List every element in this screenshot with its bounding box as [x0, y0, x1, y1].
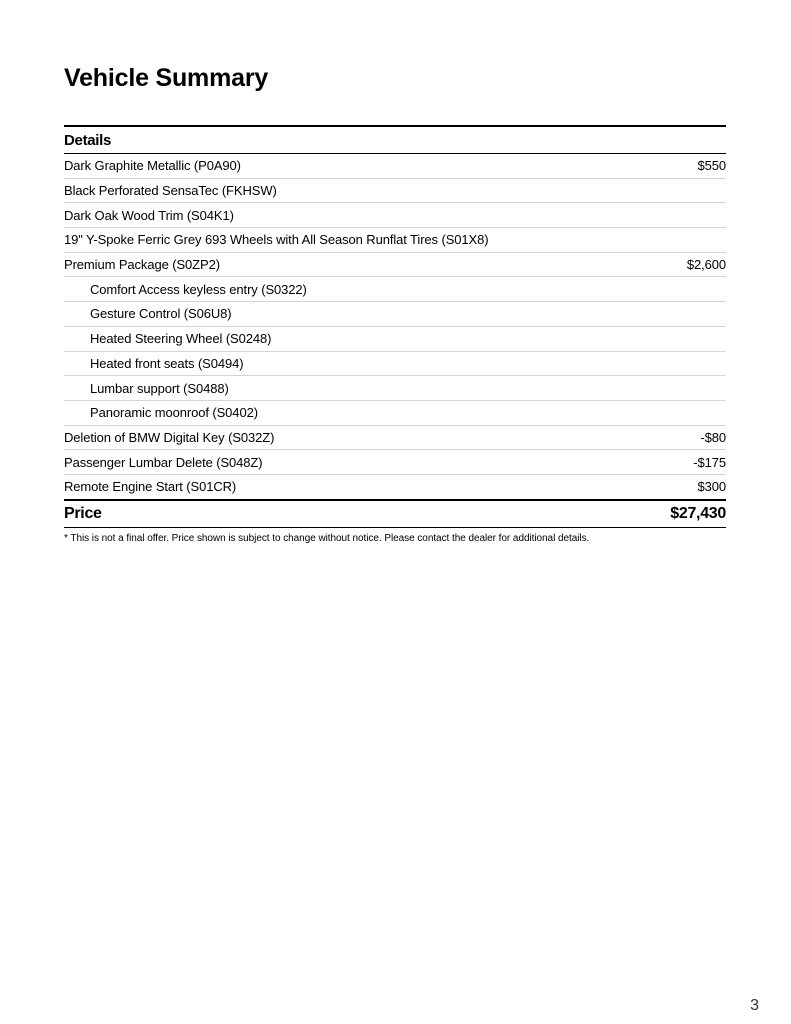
- option-price: -$80: [700, 429, 726, 445]
- detail-row: [64, 327, 726, 352]
- package-item-label: Lumbar support (S0488): [90, 380, 229, 396]
- details-list: [64, 154, 726, 499]
- package-item-label: Heated Steering Wheel (S0248): [90, 331, 272, 347]
- option-price: -$175: [693, 454, 726, 470]
- option-price: $300: [697, 479, 726, 495]
- detail-row: [64, 277, 726, 302]
- option-label: Passenger Lumbar Delete (S048Z): [64, 454, 263, 470]
- option-label: Premium Package (S0ZP2): [64, 257, 220, 273]
- package-item-label: Comfort Access keyless entry (S0322): [90, 281, 307, 297]
- details-header: Details: [64, 125, 726, 154]
- option-label: Deletion of BMW Digital Key (S032Z): [64, 429, 275, 445]
- option-price: $550: [697, 158, 726, 174]
- disclaimer-note: * This is not a final offer. Price shown is subject to change without notice. Please contact the dealer for additional details.: [64, 532, 590, 544]
- option-label: Dark Oak Wood Trim (S04K1): [64, 207, 234, 223]
- package-item-label: Panoramic moonroof (S0402): [90, 405, 258, 421]
- detail-row: [64, 253, 726, 278]
- page-title: Vehicle Summary: [64, 64, 269, 92]
- detail-row: [64, 203, 726, 228]
- detail-row: [64, 376, 726, 401]
- detail-row: [64, 228, 726, 253]
- vehicle-summary-table: [64, 125, 726, 544]
- option-label: Remote Engine Start (S01CR): [64, 479, 237, 495]
- price-total-row: [64, 499, 726, 528]
- package-item-label: Gesture Control (S06U8): [90, 306, 232, 322]
- detail-row: [64, 154, 726, 179]
- detail-row: [64, 475, 726, 499]
- detail-row: [64, 302, 726, 327]
- detail-row: [64, 179, 726, 204]
- price-total-label: Price: [64, 504, 102, 522]
- option-label: Black Perforated SensaTec (FKHSW): [64, 183, 277, 199]
- package-item-label: Heated front seats (S0494): [90, 355, 244, 371]
- detail-row: [64, 450, 726, 475]
- option-label: 19" Y-Spoke Ferric Grey 693 Wheels with All Season Runflat Tires (S01X8): [64, 232, 489, 248]
- detail-row: [64, 426, 726, 451]
- option-label: Dark Graphite Metallic (P0A90): [64, 158, 241, 174]
- price-total-value: $27,430: [670, 504, 726, 522]
- detail-row: [64, 401, 726, 426]
- detail-row: [64, 352, 726, 377]
- page-number: 3: [750, 997, 759, 1014]
- option-price: $2,600: [686, 257, 726, 273]
